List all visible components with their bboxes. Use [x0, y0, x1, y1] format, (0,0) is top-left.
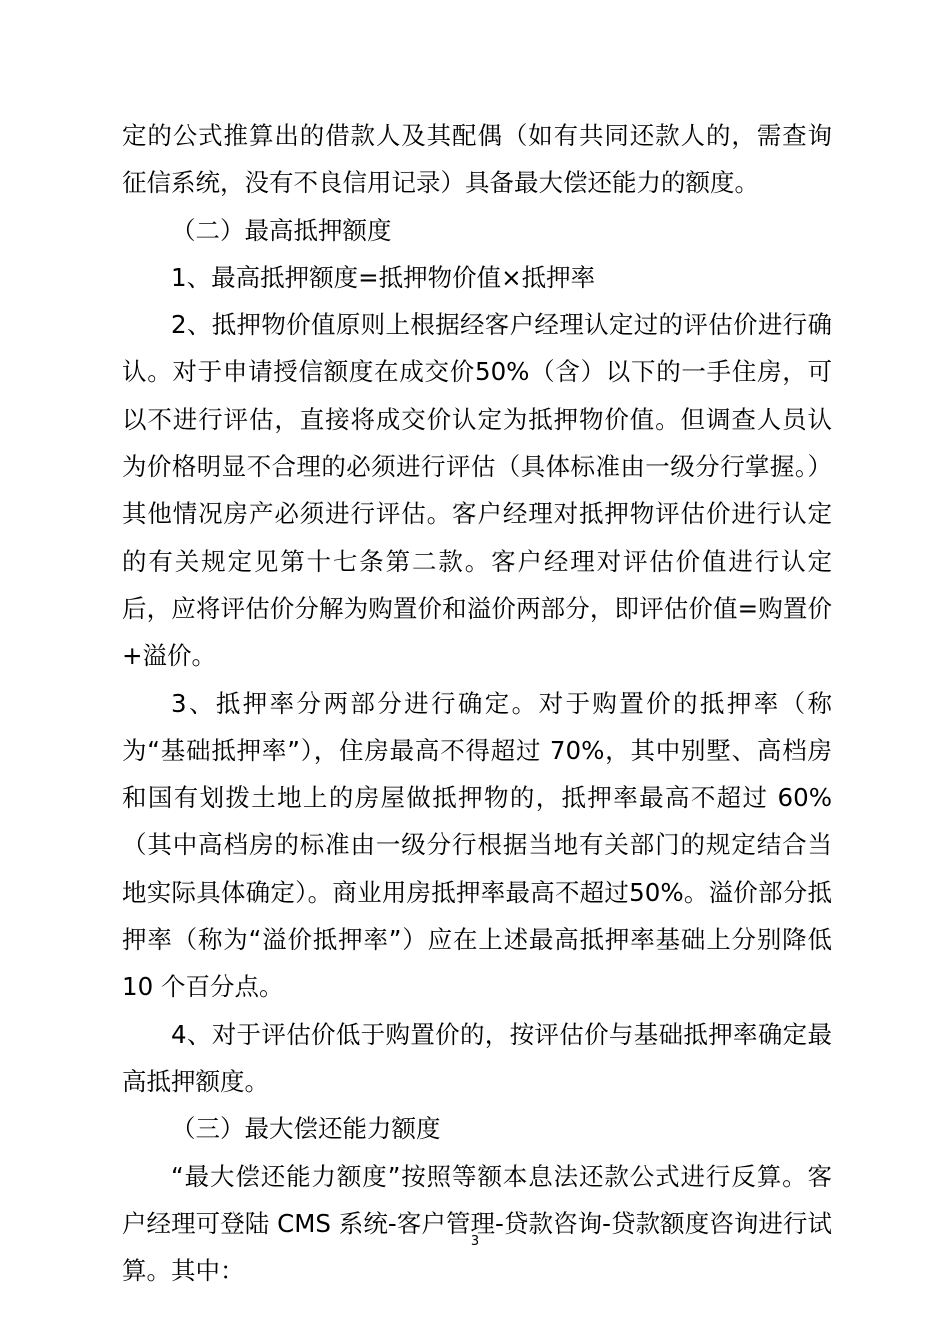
section-heading-max-mortgage: （二）最高抵押额度 [171, 215, 392, 245]
section-heading-max-repayment: （三）最大偿还能力额度 [171, 1114, 441, 1144]
paragraph-collateral-value: 2、抵押物价值原则上根据经客户经理认定过的评估价进行确认。对于申请授信额度在成交价50%（含）以下的一手住房，可以不进行评估，直接将成交价认定为抵押物价值。但调查人员认为价格明显不合理的必须进行评估（具体标准由一级分行掌握。）其他情况房产必须进行评估。客户经理对抵押物评估价进行认定的有关规定见第十七条第二款。客户经理对评估价值进行认定后，应将评估价分解为购置价和溢价两部分，即评估价值=购置价+溢价。 [122, 310, 832, 671]
paragraph-repayment-formula: “最大偿还能力额度”按照等额本息法还款公式进行反算。客户经理可登陆 CMS 系统-客户管理-贷款咨询-贷款额度咨询进行试算。其中： [122, 1161, 832, 1286]
paragraph-mortgage-rate: 3、抵押率分两部分进行确定。对于购置价的抵押率（称为“基础抵押率”），住房最高不得超过 70%，其中别墅、高档房和国有划拨土地上的房屋做抵押物的，抵押率最高不超过 60%（其中高档房的标准由一级分行根据当地有关部门的规定结合当地实际具体确定）。商业用房抵押率最高不超过50%。溢价部分抵押率（称为“溢价抵押率”）应在上述最高抵押率基础上分别降低 10 个百分点。 [122, 688, 832, 1002]
paragraph-mortgage-formula: 1、最高抵押额度=抵押物价值×抵押率 [171, 262, 596, 292]
paragraph-appraisal-below-purchase: 4、对于评估价低于购置价的，按评估价与基础抵押率确定最高抵押额度。 [122, 1019, 832, 1096]
page-number: 3 [470, 1234, 480, 1249]
paragraph-continuation: 定的公式推算出的借款人及其配偶（如有共同还款人的，需查询征信系统，没有不良信用记录）具备最大偿还能力的额度。 [122, 121, 832, 198]
document-body [122, 112, 832, 1294]
